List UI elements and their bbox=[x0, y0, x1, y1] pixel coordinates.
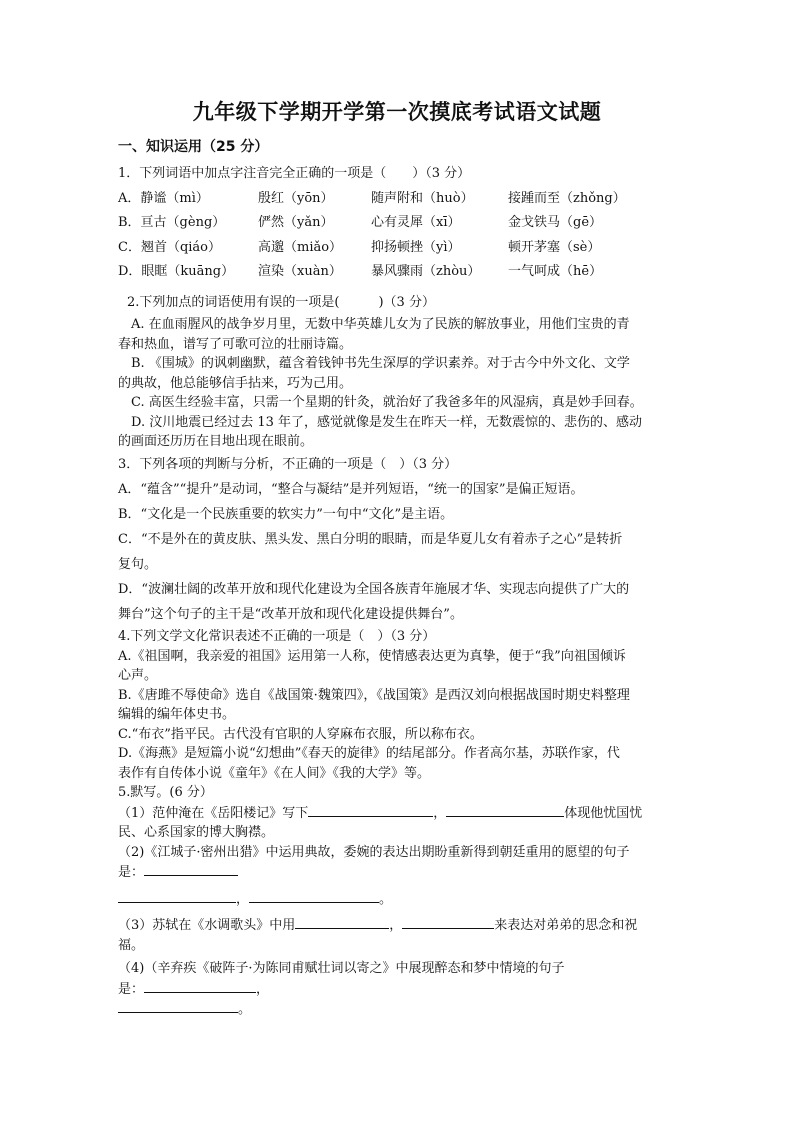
dictation-text: 是： bbox=[118, 981, 145, 997]
dictation-3 bbox=[118, 915, 676, 936]
option-b-cont: 的典故，他总能够信手拈来，巧为己用。 bbox=[118, 375, 353, 391]
dictation-2-cont bbox=[118, 862, 676, 883]
option-row-c bbox=[118, 236, 676, 261]
dictation-text: ， bbox=[389, 918, 403, 933]
option-cell: 抑扬顿挫（yì） bbox=[371, 239, 461, 255]
dictation-text: ， bbox=[256, 981, 270, 997]
answer-blank[interactable] bbox=[402, 915, 494, 929]
question-stem: 4.下列文学文化常识表述不正确的一项是（ ）（3 分） bbox=[118, 629, 436, 644]
question-stem: 2.下列加点的词语使用有误的一项是( )（3 分） bbox=[127, 294, 435, 310]
option-b: B．“文化是一个民族重要的软实力”一句中“文化”是主语。 bbox=[118, 507, 454, 522]
option-cell: D．眼眶（kuāng） bbox=[118, 264, 235, 279]
option-cell: 接踵而至（zhǒng） bbox=[508, 190, 626, 206]
question-1 bbox=[118, 162, 676, 285]
answer-blank[interactable] bbox=[295, 915, 389, 929]
answer-blank[interactable] bbox=[249, 889, 379, 903]
option-cell: 一气呵成（hē） bbox=[508, 264, 603, 279]
dictation-text: ， bbox=[433, 805, 447, 821]
question-stem: 3．下列各项的判断与分析，不正确的一项是（ ）（3 分） bbox=[118, 456, 458, 472]
option-cell: 暴风骤雨（zhòu） bbox=[371, 264, 481, 279]
answer-blank[interactable] bbox=[144, 862, 238, 876]
dictation-1 bbox=[118, 803, 676, 824]
dictation-text: 是： bbox=[118, 865, 145, 880]
dictation-text: （1）范仲淹在《岳阳楼记》写下 bbox=[118, 805, 309, 821]
dictation-4-answer bbox=[118, 999, 676, 1020]
option-a: A. 在血雨腥风的战争岁月里，无数中华英雄儿女为了民族的解放事业，用他们宝贵的青 bbox=[131, 317, 630, 332]
option-row-d bbox=[118, 260, 676, 285]
section-heading: 一、知识运用（25 分） bbox=[118, 139, 269, 155]
dictation-3-cont: 福。 bbox=[118, 937, 145, 953]
option-c: C．“不是外在的黄皮肤、黑头发、黑白分明的眼睛，而是华夏儿女有着赤子之心”是转折 bbox=[118, 532, 623, 547]
question-4 bbox=[118, 627, 676, 783]
answer-blank[interactable] bbox=[118, 999, 238, 1013]
dictation-text: ， bbox=[236, 891, 250, 907]
dictation-4-cont bbox=[118, 979, 676, 1000]
option-cell: 顿开茅塞（sè） bbox=[508, 239, 601, 255]
option-cell: C．翘首（qiáo） bbox=[118, 239, 222, 255]
question-stem: 5.默写。(6 分） bbox=[118, 785, 213, 800]
page-title: 九年级下学期开学第一次摸底考试语文试题 bbox=[192, 100, 602, 124]
option-a-cont: 心声。 bbox=[118, 668, 158, 683]
option-cell: 俨然（yǎn） bbox=[258, 215, 334, 230]
dictation-2-answer bbox=[118, 889, 676, 910]
option-cell: 殷红（yōn） bbox=[258, 190, 334, 206]
option-c: C. 高医生经验丰富，只需一个星期的针灸，就治好了我爸多年的风湿病，真是妙手回春。 bbox=[131, 395, 643, 410]
option-row-a bbox=[118, 187, 676, 212]
answer-blank[interactable] bbox=[118, 889, 236, 903]
option-cell: 随声附和（huò） bbox=[371, 190, 474, 206]
question-5 bbox=[118, 783, 676, 1020]
option-a-cont: 春和热血，谱写了可歌可泣的壮丽诗篇。 bbox=[118, 336, 353, 352]
option-d-cont: 表作有自传体小说《童年》《在人间》《我的大学》等。 bbox=[118, 765, 431, 781]
option-d-cont: 的画面还历历在目地出现在眼前。 bbox=[118, 434, 314, 449]
dictation-2: （2)《江城子·密州出猎》中运用典故，委婉的表达出期盼重新得到朝廷重用的愿望的句子 bbox=[118, 844, 630, 860]
option-d: D．“波澜壮阔的改革开放和现代化建设为全国各族青年施展才华、实现志向提供了广大的 bbox=[118, 582, 630, 597]
dictation-text: 来表达对弟弟的思念和祝 bbox=[494, 918, 638, 933]
dictation-text: 。 bbox=[238, 1002, 252, 1017]
option-b: B. 《围城》的讽刺幽默，蕴含着钱钟书先生深厚的学识素养。对于古今中外文化、文学 bbox=[131, 356, 630, 371]
option-cell: 心有灵犀（xī） bbox=[371, 215, 461, 230]
option-a: A．“蕴含”“提升”是动词，“整合与凝结”是并列短语，“统一的国家”是偏正短语。 bbox=[118, 482, 584, 497]
dictation-4: （4)（辛弃疾《破阵子·为陈同甫赋壮词以寄之》中展现醉态和梦中情境的句子 bbox=[118, 961, 565, 976]
option-cell: 金戈铁马（gē） bbox=[508, 215, 603, 230]
option-c-cont: 复句。 bbox=[118, 557, 158, 572]
answer-blank[interactable] bbox=[144, 979, 256, 993]
dictation-text: （3）苏轼在《水调歌头》中用 bbox=[118, 918, 296, 933]
question-3 bbox=[118, 453, 676, 628]
option-a: A.《祖国啊，我亲爱的祖国》运用第一人称，使情感表达更为真挚，便于“我”向祖国倾诉 bbox=[118, 648, 626, 664]
question-stem: 1．下列词语中加点字注音完全正确的一项是（ ）（3 分） bbox=[118, 166, 471, 181]
dictation-text: 。 bbox=[379, 891, 393, 907]
option-cell: 高邈（miǎo） bbox=[258, 239, 343, 255]
option-row-b bbox=[118, 211, 676, 236]
option-cell: B．亘古（gèng） bbox=[118, 215, 226, 230]
answer-blank[interactable] bbox=[446, 803, 564, 817]
dictation-text: 体现他忧国忧 bbox=[564, 805, 643, 821]
option-c: C.“布衣”指平民。古代没有官职的人穿麻布衣服，所以称布衣。 bbox=[118, 726, 483, 742]
option-d: D. 汶川地震已经过去 13 年了，感觉就像是发生在昨天一样，无数震惊的、悲伤的、感动 bbox=[131, 414, 643, 430]
question-2 bbox=[118, 291, 676, 452]
option-d-cont: 舞台”这个句子的主干是“改革开放和现代化建设提供舞台”。 bbox=[118, 607, 463, 622]
dictation-1-cont: 民、心系国家的博大胸襟。 bbox=[118, 825, 275, 840]
option-d: D.《海燕》是短篇小说“幻想曲”《春天的旋律》的结尾部分。作者高尔基，苏联作家，代 bbox=[118, 746, 620, 761]
option-b: B.《唐雎不辱使命》选自《战国策·魏策四》，《战国策》是西汉刘向根据战国时期史料整理 bbox=[118, 687, 630, 703]
answer-blank[interactable] bbox=[308, 803, 433, 817]
option-cell: A．静谧（mì） bbox=[118, 190, 209, 206]
option-cell: 渲染（xuàn） bbox=[258, 264, 342, 279]
option-b-cont: 编辑的编年体史书。 bbox=[118, 707, 236, 722]
